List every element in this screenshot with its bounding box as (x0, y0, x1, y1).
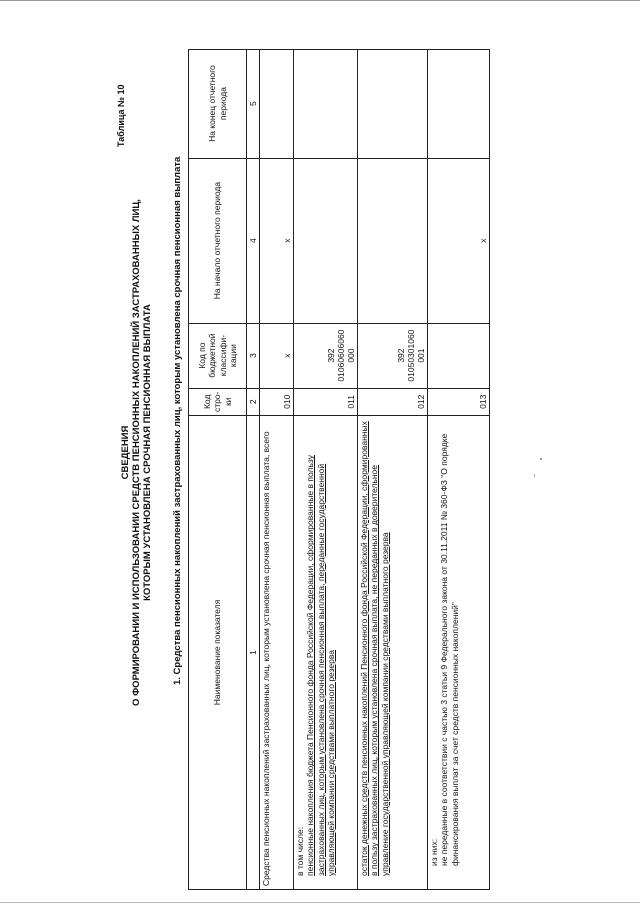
row-name (294, 416, 358, 890)
title-line-2: О ФОРМИРОВАНИИ И ИСПОЛЬЗОВАНИИ СРЕДСТВ ПЕНСИОННЫХ НАКОПЛЕНИЙ ЗАСТРАХОВАННЫХ ЛИЦ, (131, 199, 142, 706)
budget-code-part: 392 (395, 348, 406, 363)
row-including-label: в том числе: (295, 826, 306, 876)
header-name: Наименование показателя (189, 416, 247, 890)
table-row (260, 49, 294, 889)
section-subtitle: 1. Средства пенсионных накоплений застрахованных лиц, которым установлена срочная пенсионная выплата (172, 156, 183, 685)
row-end-value (358, 49, 428, 158)
row-budget-code (294, 323, 358, 388)
budget-code-part: 392 (325, 348, 336, 363)
row-line-code: 010 (260, 388, 294, 415)
row-start-value (358, 158, 428, 323)
row-budget-code (358, 323, 428, 388)
row-line-code: 013 (428, 388, 490, 415)
row-start-value: x (260, 158, 294, 323)
row-of-them-label: из них: (429, 838, 440, 866)
row-end-value (260, 49, 294, 158)
row-line-code: 012 (358, 388, 428, 415)
title-line-1: СВЕДЕНИЯ (120, 425, 131, 480)
row-line-code: 011 (294, 388, 358, 415)
title-line-3: КОТОРЫМ УСТАНОВЛЕНА СРОЧНАЯ ПЕНСИОННАЯ ВЫПЛАТА (142, 304, 153, 601)
budget-code-part: 01050301060 (405, 329, 416, 382)
row-name-text: Средства пенсионных накоплений застрахованных лиц, которым установлена срочная пенсионная выплата, всего (261, 431, 272, 886)
row-budget-code (428, 323, 490, 388)
table-row (358, 49, 428, 889)
column-number: 2 (247, 388, 260, 415)
header-line-code: Код стро- ки (189, 388, 247, 415)
row-name-text: не переданные в соответствии с частью 3 статьи 9 Федерального закона от 30.11.2011 № 360-ФЗ "О порядке финансирования выплат за счет средств пенсионных накоплений" (439, 433, 460, 866)
header-end: На конец отчетного периода (189, 49, 247, 158)
row-budget-code: x (260, 323, 294, 388)
column-number-row (247, 49, 260, 889)
column-number: 3 (247, 323, 260, 388)
header-start: На начало отчетного периода (189, 158, 247, 323)
pension-savings-table (188, 49, 490, 890)
row-name (428, 416, 490, 890)
row-start-value: x (428, 158, 490, 323)
row-end-value (428, 49, 490, 158)
row-end-value (294, 49, 358, 158)
row-start-value (294, 158, 358, 323)
row-name (260, 416, 294, 890)
table-row (294, 49, 358, 889)
table-number: Таблица № 10 (116, 84, 126, 147)
column-number: 5 (247, 49, 260, 158)
table-header-row (189, 49, 247, 889)
budget-code-part: 01060606060 (335, 329, 346, 382)
header-budget-code: Код по бюджетной классифи- кации (189, 323, 247, 388)
budget-code-part: 001 (416, 348, 426, 363)
row-name-text: пенсионные накопления бюджета Пенсионного фонда Российской Федерации, сформированные в пользу застрахованных лиц, которым установлена срочная пенсионная выплата, переданные государственной управляющей компании средствами выплатного резерва (305, 455, 336, 876)
row-name-text: остаток денежных средств пенсионных накоплений Пенсионного фонда Российской Федерации, сформированных в пользу застрахованных лиц, которым установлена срочная выплата, не переданных в доверительное управление государственной управляющей компании средствами выплатного резерва (359, 421, 390, 876)
column-number: 4 (247, 158, 260, 323)
column-number: 1 (247, 416, 260, 890)
table-row (428, 49, 490, 889)
budget-code-part: 000 (346, 348, 356, 363)
row-name (358, 416, 428, 890)
